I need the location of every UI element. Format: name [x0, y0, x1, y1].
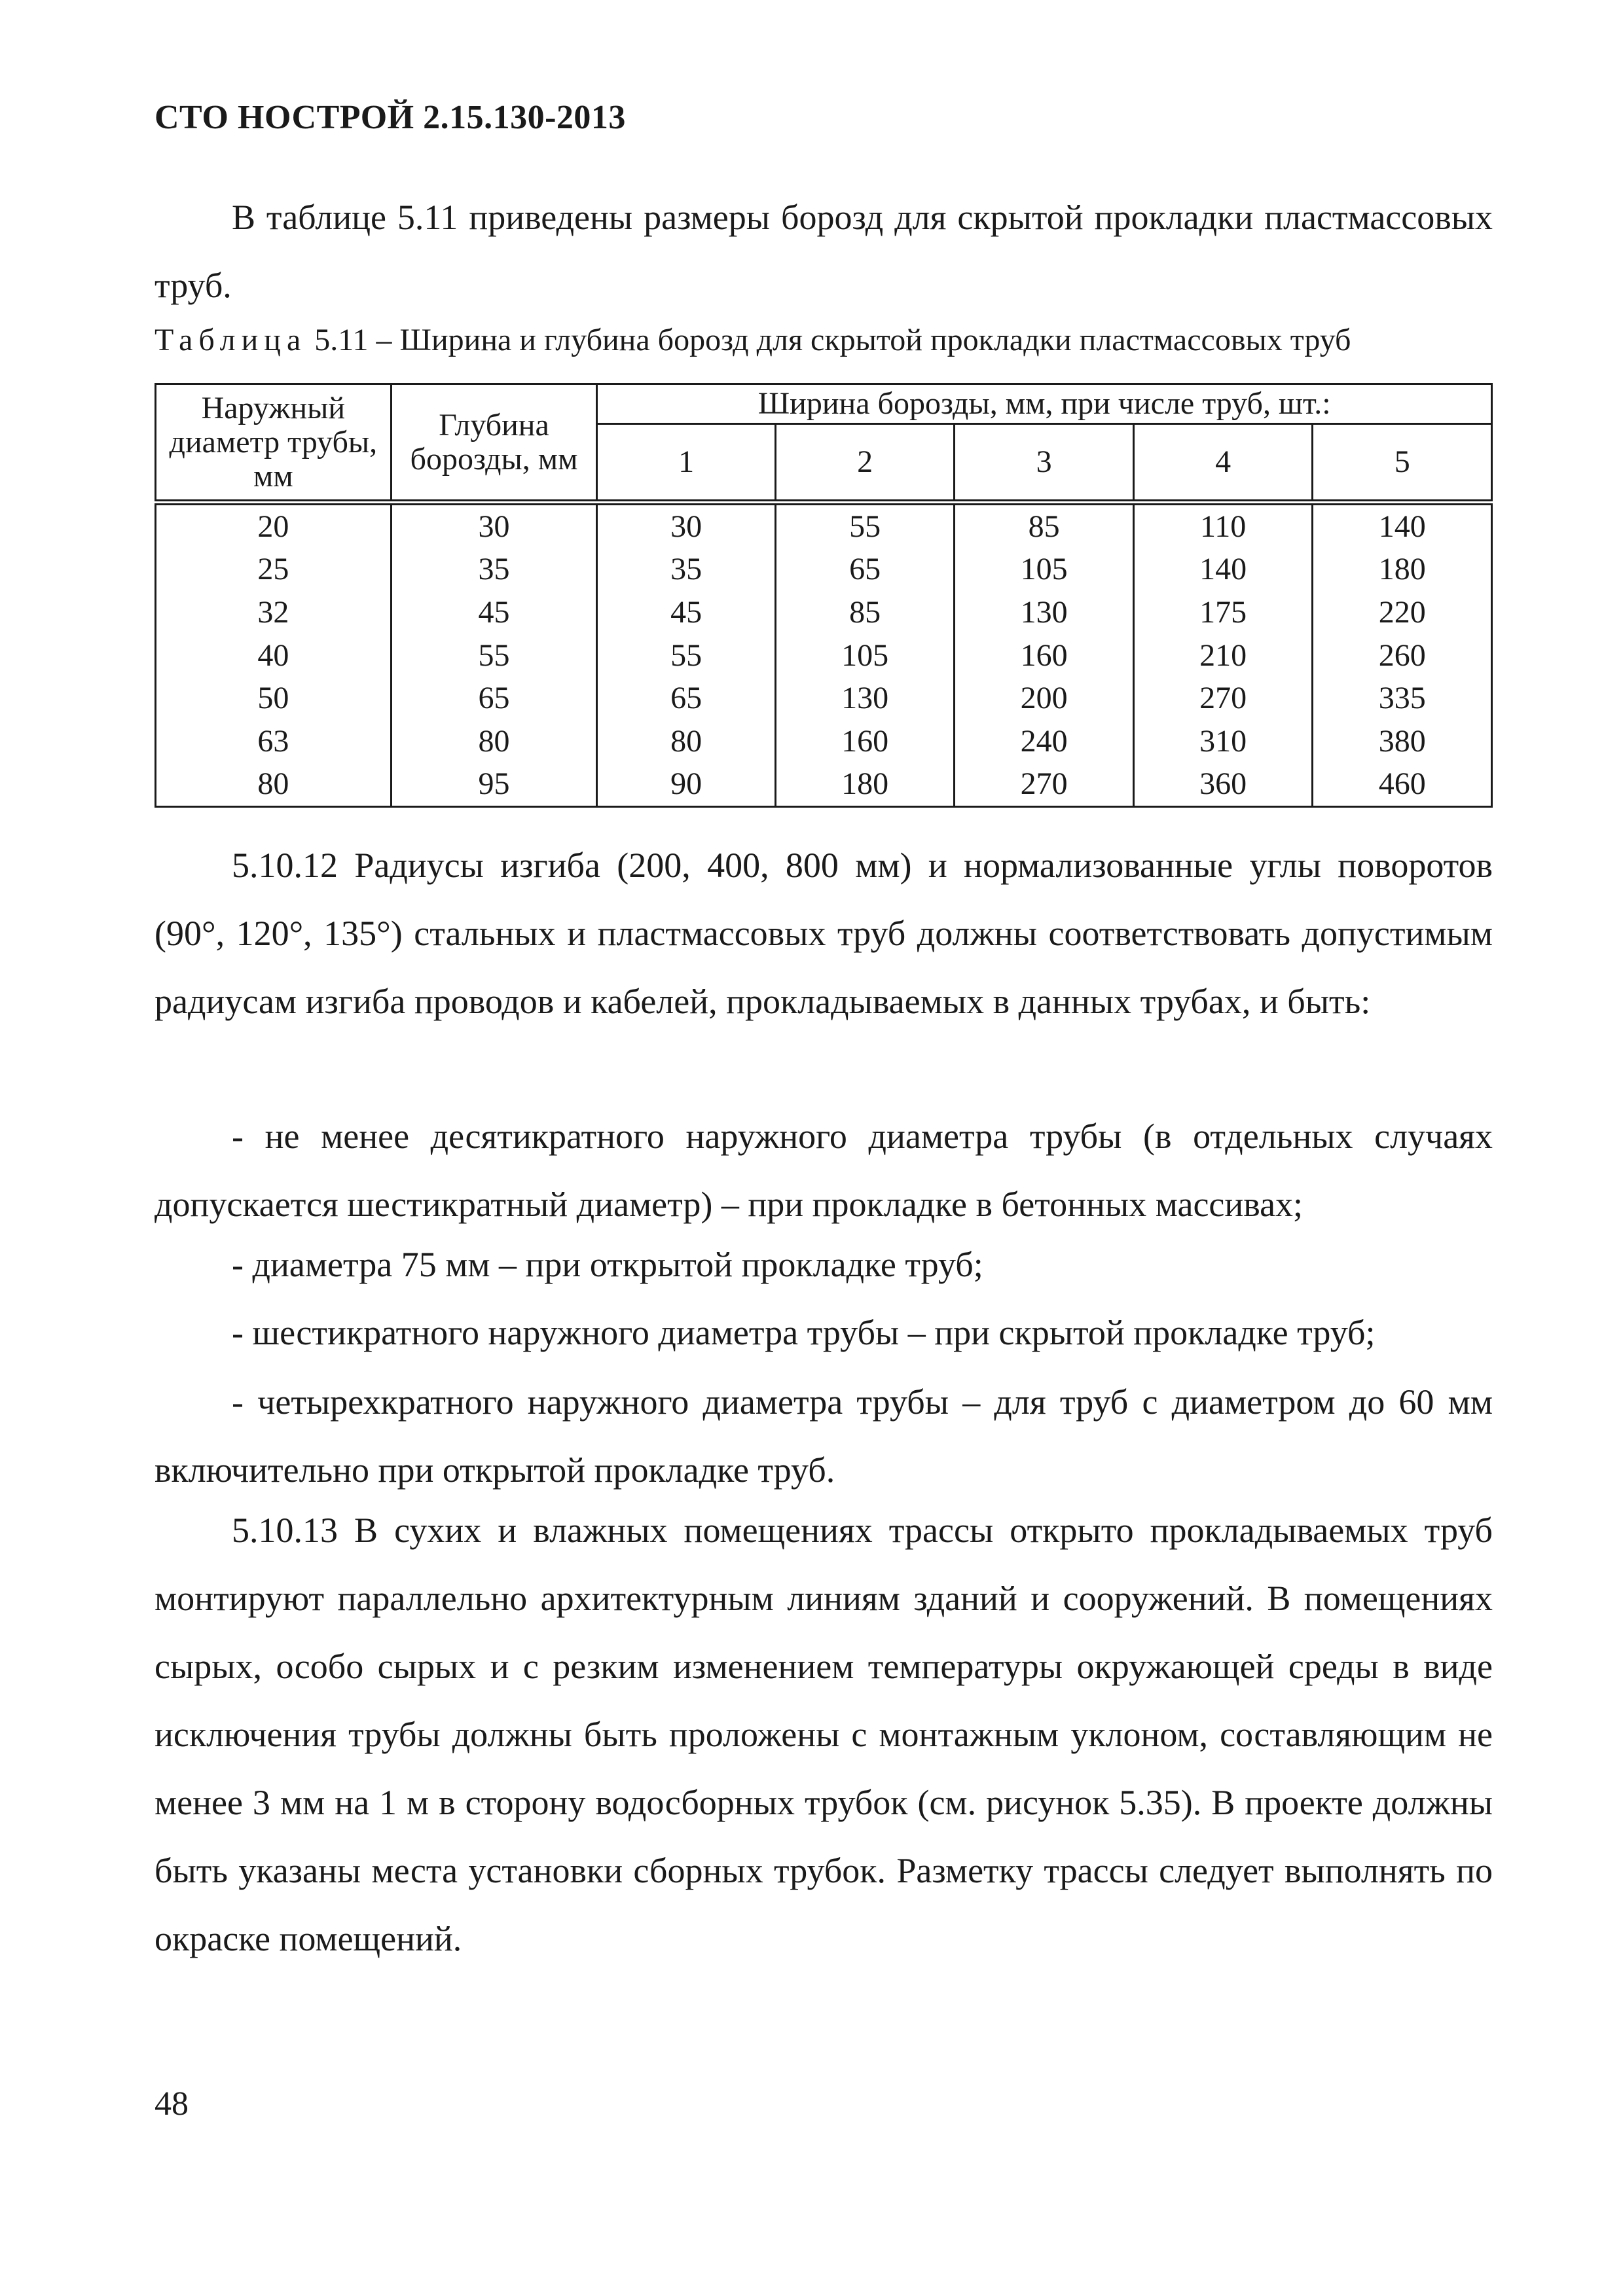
table-cell: 180: [1313, 548, 1492, 592]
table-row: [156, 720, 1492, 763]
table-caption: [155, 322, 1493, 358]
table-cell: 65: [775, 548, 955, 592]
header-pipe-count-5: 5: [1313, 424, 1492, 503]
table-cell: 35: [391, 548, 597, 592]
table-caption-label: Таблица: [155, 323, 307, 357]
table-cell: 80: [391, 720, 597, 763]
table-caption-number: 5.11: [314, 323, 369, 357]
list-item-3: - шестикратного наружного диаметра трубы – при скрытой прокладке труб;: [232, 1313, 1376, 1352]
table-cell: 140: [1133, 548, 1313, 592]
table-cell: 65: [391, 677, 597, 720]
table-cell: 85: [955, 503, 1134, 548]
table-row: [156, 763, 1492, 807]
table-cell: 50: [156, 677, 392, 720]
header-pipe-count-1: 1: [597, 424, 775, 503]
table-cell: 25: [156, 548, 392, 592]
table-cell: 45: [597, 591, 775, 634]
table-cell: 95: [391, 763, 597, 807]
list-item-4: - четырехкратного наружного диаметра трубы – для труб с диаметром до 60 мм включительно при открытой прокладке труб.: [155, 1382, 1493, 1490]
table-cell: 180: [775, 763, 955, 807]
table-cell: 30: [597, 503, 775, 548]
table-row: [156, 548, 1492, 592]
table-cell: 65: [597, 677, 775, 720]
table-cell: 30: [391, 503, 597, 548]
table-cell: 310: [1133, 720, 1313, 763]
document-header: СТО НОСТРОЙ 2.15.130-2013: [155, 99, 626, 136]
table-cell: 270: [955, 763, 1134, 807]
intro-paragraph: В таблице 5.11 приведены размеры борозд для скрытой прокладки пластмассовых труб.: [155, 198, 1493, 305]
table-cell: 360: [1133, 763, 1313, 807]
list-item-2: - диаметра 75 мм – при открытой прокладке труб;: [232, 1245, 983, 1284]
header-pipe-count-2: 2: [775, 424, 955, 503]
paragraph-5-10-13: 5.10.13 В сухих и влажных помещениях трассы открыто прокладываемых труб монтируют параллельно архитектурным линиям зданий и сооружений. В помещениях сырых, особо сырых и с резким изменением температуры окружающей среды в виде исключения трубы должны быть проложены с монтажным уклоном, составляющим не менее 3 мм на 1 м в сторону водосборных трубок (см. рисунок 5.35). В проекте должны быть указаны места установки сборных трубок. Разметку трассы следует выполнять по окраске помещений.: [155, 1511, 1493, 1958]
table-cell: 55: [597, 634, 775, 677]
paragraph-5-10-12: 5.10.12 Радиусы изгиба (200, 400, 800 мм) и нормализованные углы поворотов (90°, 120°, 135°) стальных и пластмассовых труб должны соответствовать допустимым радиусам изгиба проводов и кабелей, прокладываемых в данных трубах, и быть:: [155, 846, 1493, 1021]
table-cell: 55: [391, 634, 597, 677]
table-cell: 220: [1313, 591, 1492, 634]
table-row: [156, 677, 1492, 720]
table-cell: 20: [156, 503, 392, 548]
table-cell: 335: [1313, 677, 1492, 720]
table-cell: 460: [1313, 763, 1492, 807]
table-cell: 45: [391, 591, 597, 634]
table-caption-text: – Ширина и глубина борозд для скрытой прокладки пластмассовых труб: [376, 323, 1351, 357]
table-cell: 260: [1313, 634, 1492, 677]
table-cell: 40: [156, 634, 392, 677]
table-cell: 130: [775, 677, 955, 720]
table-cell: 85: [775, 591, 955, 634]
table-cell: 110: [1133, 503, 1313, 548]
table-cell: 105: [775, 634, 955, 677]
table-cell: 32: [156, 591, 392, 634]
page-number: 48: [155, 2085, 189, 2123]
table-cell: 210: [1133, 634, 1313, 677]
table-cell: 380: [1313, 720, 1492, 763]
table-cell: 35: [597, 548, 775, 592]
table-cell: 160: [955, 634, 1134, 677]
list-item-1: - не менее десятикратного наружного диаметра трубы (в отдельных случаях допускается шестикратный диаметр) – при прокладке в бетонных массивах;: [155, 1117, 1493, 1224]
table-cell: 200: [955, 677, 1134, 720]
header-outer-diameter: Наружный диаметр трубы, мм: [156, 384, 392, 503]
header-groove-width: Ширина борозды, мм, при числе труб, шт.:: [597, 384, 1492, 424]
table-row: [156, 634, 1492, 677]
header-pipe-count-4: 4: [1133, 424, 1313, 503]
table-cell: 140: [1313, 503, 1492, 548]
table-cell: 55: [775, 503, 955, 548]
table-cell: 130: [955, 591, 1134, 634]
header-pipe-count-3: 3: [955, 424, 1134, 503]
table-cell: 80: [597, 720, 775, 763]
table-cell: 160: [775, 720, 955, 763]
table-cell: 175: [1133, 591, 1313, 634]
table-row: [156, 503, 1492, 548]
header-groove-depth: Глубина борозды, мм: [391, 384, 597, 503]
table-cell: 63: [156, 720, 392, 763]
table-cell: 240: [955, 720, 1134, 763]
groove-dimensions-table: [155, 383, 1493, 808]
table-cell: 90: [597, 763, 775, 807]
table-cell: 270: [1133, 677, 1313, 720]
table-cell: 80: [156, 763, 392, 807]
table-row: [156, 591, 1492, 634]
table-cell: 105: [955, 548, 1134, 592]
